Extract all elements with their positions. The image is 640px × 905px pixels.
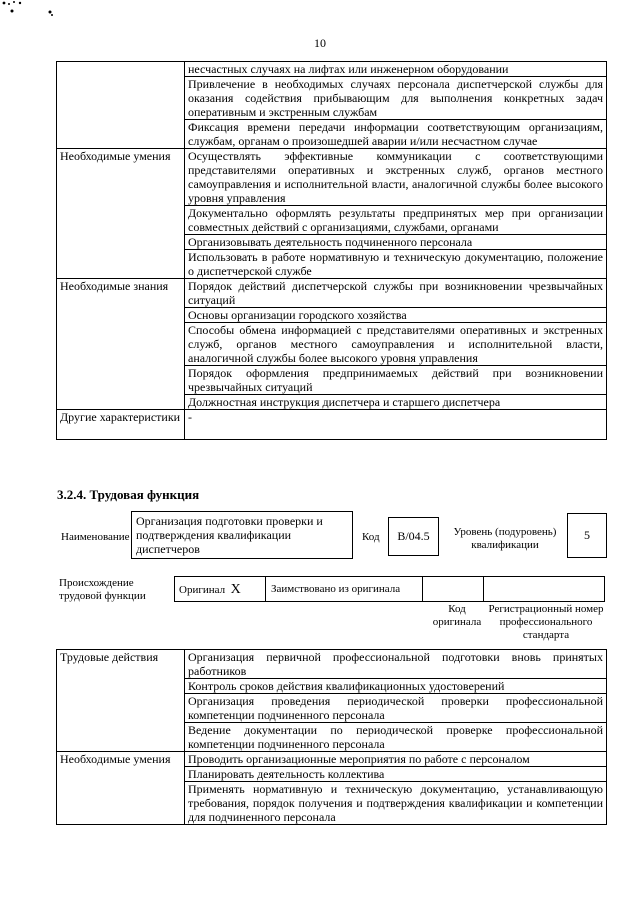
table-cell: Фиксация времени передачи информации соответствующим организациям, службам, органам о произошедшей аварии и/или несчастном случае (185, 120, 607, 149)
table-cell: Использовать в работе нормативную и техническую документацию, положение о диспетчерской службе (185, 250, 607, 279)
divider (422, 577, 423, 601)
scan-artifact-marks (0, 0, 60, 16)
competency-table-continued (56, 61, 607, 440)
table-cell: Организация первичной профессиональной подготовки вновь принятых работников (185, 650, 607, 679)
code-value: B/04.5 (388, 517, 439, 556)
table-cell: Применять нормативную и техническую документацию, устанавливающую требования, порядок получения и подтверждения квалификации и компетенции для подчиненного персонала (185, 782, 607, 825)
table-cell: Организовывать деятельность подчиненного персонала (185, 235, 607, 250)
table-row (57, 62, 607, 77)
origin-label: Происхождение трудовой функции (59, 577, 146, 602)
table-row (57, 752, 607, 767)
name-label: Наименование (61, 531, 130, 543)
table-cell: Осуществлять эффективные коммуникации с соответствующими представителями оперативных и экстренных служб, органов местного самоуправления и исполнительной власти, аналогичной службы более высокого уровня управления (185, 149, 607, 206)
table-cell: Привлечение в необходимых случаях персонала диспетчерской службы для оказания содействия прибывающим для выполнения конкретных задач оперативным и экстренным службам (185, 77, 607, 120)
table-cell: Должностная инструкция диспетчера и старшего диспетчера (185, 395, 607, 410)
table-cell: Способы обмена информацией с представителями оперативных и экстренных служб, органов местного самоуправления и исполнительной власти, аналогичной службы более высокого уровня управления (185, 323, 607, 366)
divider (265, 577, 266, 601)
table-cell: Планировать деятельность коллектива (185, 767, 607, 782)
row-label-knowledge: Необходимые знания (57, 279, 185, 410)
row-label (57, 62, 185, 149)
table-cell: Организация проведения периодической проверки профессиональной компетенции подчиненного персонала (185, 694, 607, 723)
table-row (57, 650, 607, 679)
row-label-skills: Необходимые умения (57, 752, 185, 825)
origin-box (174, 576, 605, 602)
divider (483, 577, 484, 601)
section-title: 3.2.4. Трудовая функция (57, 487, 200, 502)
code-original-caption: Код оригинала (432, 603, 482, 628)
level-label: Уровень (подуровень) квалификации (453, 526, 557, 551)
reg-number-caption: Регистрационный номер профессионального стандарта (488, 603, 604, 641)
table-row (57, 279, 607, 308)
borrowed-label: Заимствовано из оригинала (271, 583, 401, 595)
table-cell: Порядок оформления предпринимаемых действий при возникновении чрезвычайных ситуаций (185, 366, 607, 395)
table-cell: Ведение документации по периодической проверке профессиональной компетенции подчиненного персонала (185, 723, 607, 752)
row-label-skills: Необходимые умения (57, 149, 185, 279)
table-cell: Проводить организационные мероприятия по работе с персоналом (185, 752, 607, 767)
level-value: 5 (567, 513, 607, 558)
table-cell: Контроль сроков действия квалификационных удостоверений (185, 679, 607, 694)
original-label-text: Оригинал (179, 584, 226, 596)
table-cell: несчастных случаях на лифтах или инженерном оборудовании (185, 62, 607, 77)
code-label: Код (362, 531, 380, 543)
table-row (57, 149, 607, 206)
table-cell: Основы организации городского хозяйства (185, 308, 607, 323)
original-label (179, 583, 241, 597)
table-cell: Документально оформлять результаты предпринятых мер при организации совместных действий с организациями, службами, органами (185, 206, 607, 235)
table-cell: - (185, 410, 607, 440)
function-name: Организация подготовки проверки и подтверждения квалификации диспетчеров (131, 511, 353, 559)
row-label-actions: Трудовые действия (57, 650, 185, 752)
table-cell: Порядок действий диспетчерской службы при возникновении чрезвычайных ситуаций (185, 279, 607, 308)
scan-artifact (0, 0, 60, 19)
labor-function-table (56, 649, 607, 825)
original-mark: X (230, 582, 241, 597)
row-label-other: Другие характеристики (57, 410, 185, 440)
table-row (57, 410, 607, 440)
page-number: 10 (314, 36, 326, 50)
